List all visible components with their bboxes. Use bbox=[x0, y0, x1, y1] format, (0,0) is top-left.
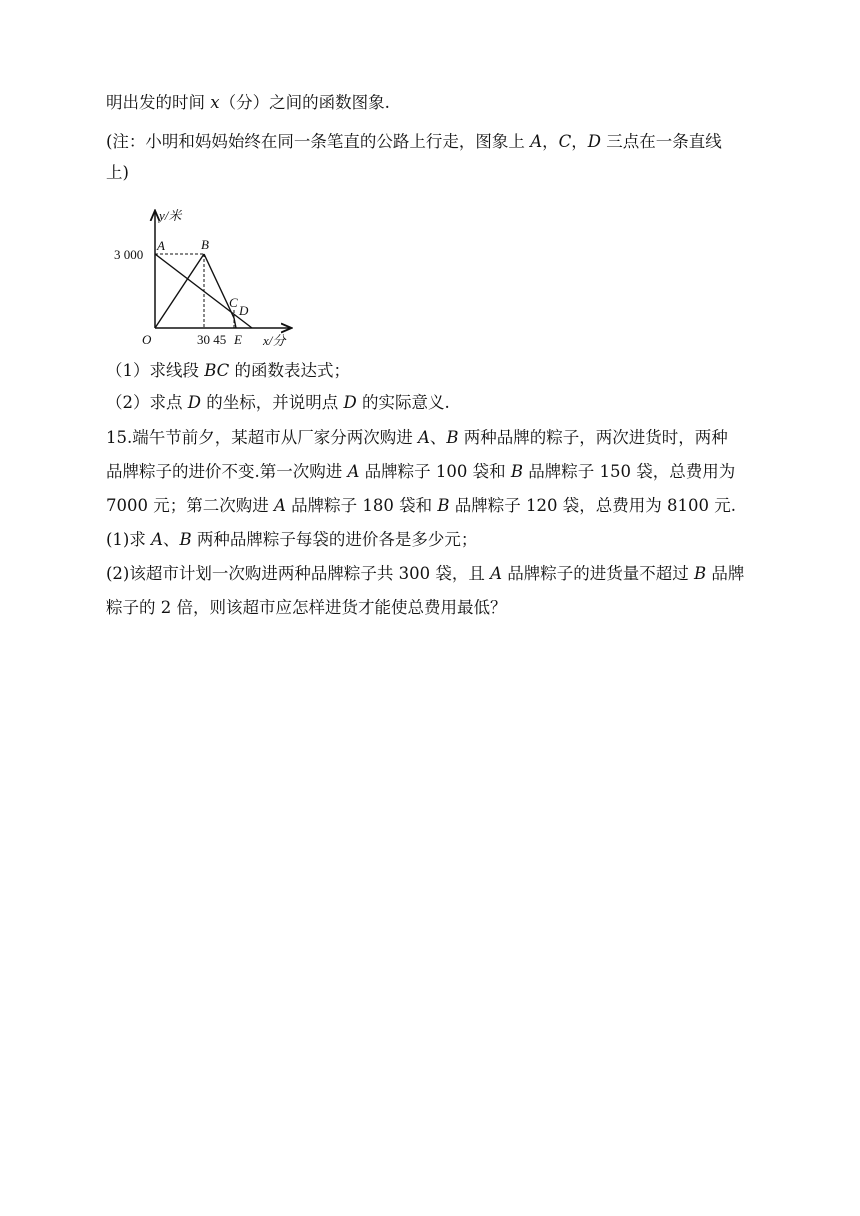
label-point-a: A bbox=[157, 238, 165, 253]
text-segment: (2)该超市计划一次购进两种品牌粽子共 300 袋，且 bbox=[106, 564, 491, 583]
text-segment: 三点在一条直线 bbox=[600, 132, 722, 151]
text-segment: （2）求点 bbox=[106, 393, 188, 412]
text-segment: 品牌粽子 120 袋，总费用为 8100 元. bbox=[449, 496, 736, 515]
text-segment: 品牌粽子 100 袋和 bbox=[359, 462, 511, 481]
label-point-b: B bbox=[201, 237, 209, 252]
math-variable: A bbox=[530, 132, 543, 151]
text-segment: ， bbox=[571, 132, 588, 151]
text-segment: 的实际意义. bbox=[356, 393, 450, 412]
text-segment: (1)求 bbox=[106, 530, 152, 549]
math-variable: BC bbox=[204, 361, 230, 380]
text-line bbox=[106, 428, 728, 448]
text-segment: （1）求线段 bbox=[106, 361, 205, 380]
label-point-e: E bbox=[234, 332, 242, 347]
y-tick-3000: 3 000 bbox=[114, 247, 144, 262]
math-variable: D bbox=[343, 393, 357, 412]
function-graph-figure bbox=[112, 206, 302, 356]
text-line bbox=[106, 132, 722, 152]
text-segment: 15.端午节前夕，某超市从厂家分两次购进 bbox=[106, 428, 418, 447]
text-segment: (注：小明和妈妈始终在同一条笔直的公路上行走，图象上 bbox=[106, 132, 531, 151]
text-segment: 上) bbox=[106, 163, 129, 182]
text-segment: （分）之间的函数图象. bbox=[219, 93, 390, 112]
math-variable: B bbox=[694, 564, 707, 583]
text-segment: 的坐标，并说明点 bbox=[200, 393, 344, 412]
text-line bbox=[106, 564, 744, 584]
y-axis-label: y/米 bbox=[159, 208, 182, 223]
text-segment: 品牌粽子的进价不变.第一次购进 bbox=[106, 462, 348, 481]
text-segment: 、 bbox=[163, 530, 180, 549]
math-variable: A bbox=[273, 496, 286, 515]
math-variable: B bbox=[179, 530, 192, 549]
math-variable: A bbox=[418, 428, 430, 447]
text-line bbox=[106, 530, 477, 550]
text-segment: 明出发的时间 bbox=[106, 93, 211, 112]
math-variable: D bbox=[587, 132, 601, 151]
text-segment: 品牌 bbox=[706, 564, 745, 583]
text-segment: 品牌粽子 180 袋和 bbox=[285, 496, 438, 515]
text-line bbox=[106, 393, 450, 413]
text-line bbox=[106, 163, 129, 183]
text-line bbox=[106, 496, 736, 516]
text-segment: 粽子的 2 倍，则该超市应怎样进货才能使总费用最低？ bbox=[106, 598, 507, 617]
text-line bbox=[106, 462, 735, 482]
math-variable: C bbox=[558, 132, 572, 151]
text-segment: 、 bbox=[429, 428, 447, 447]
x-axis-label: x/分 bbox=[263, 333, 286, 348]
math-variable: B bbox=[510, 462, 524, 481]
math-variable: A bbox=[151, 530, 164, 549]
label-point-d: D bbox=[239, 303, 249, 318]
math-variable: D bbox=[187, 393, 201, 412]
math-variable: B bbox=[437, 496, 450, 515]
text-segment: 品牌粽子的进货量不超过 bbox=[502, 564, 695, 583]
text-line bbox=[106, 361, 350, 381]
math-variable: B bbox=[446, 428, 459, 447]
text-segment: 7000 元；第二次购进 bbox=[106, 496, 274, 515]
text-segment: 品牌粽子 150 袋，总费用为 bbox=[523, 462, 736, 481]
text-segment: 的函数表达式； bbox=[229, 361, 351, 380]
math-variable: A bbox=[347, 462, 360, 481]
math-variable: A bbox=[490, 564, 503, 583]
text-segment: 两种品牌的粽子，两次进货时，两种 bbox=[458, 428, 728, 447]
x-ticks-30-45: 30 45 bbox=[197, 332, 227, 347]
text-line bbox=[106, 93, 390, 113]
segment-o-b bbox=[155, 254, 204, 328]
text-line bbox=[106, 598, 507, 618]
label-point-c: C bbox=[229, 295, 238, 310]
text-segment: ， bbox=[542, 132, 559, 151]
math-variable: x bbox=[210, 93, 220, 112]
text-segment: 两种品牌粽子每袋的进价各是多少元； bbox=[191, 530, 478, 549]
label-origin: O bbox=[142, 332, 152, 347]
